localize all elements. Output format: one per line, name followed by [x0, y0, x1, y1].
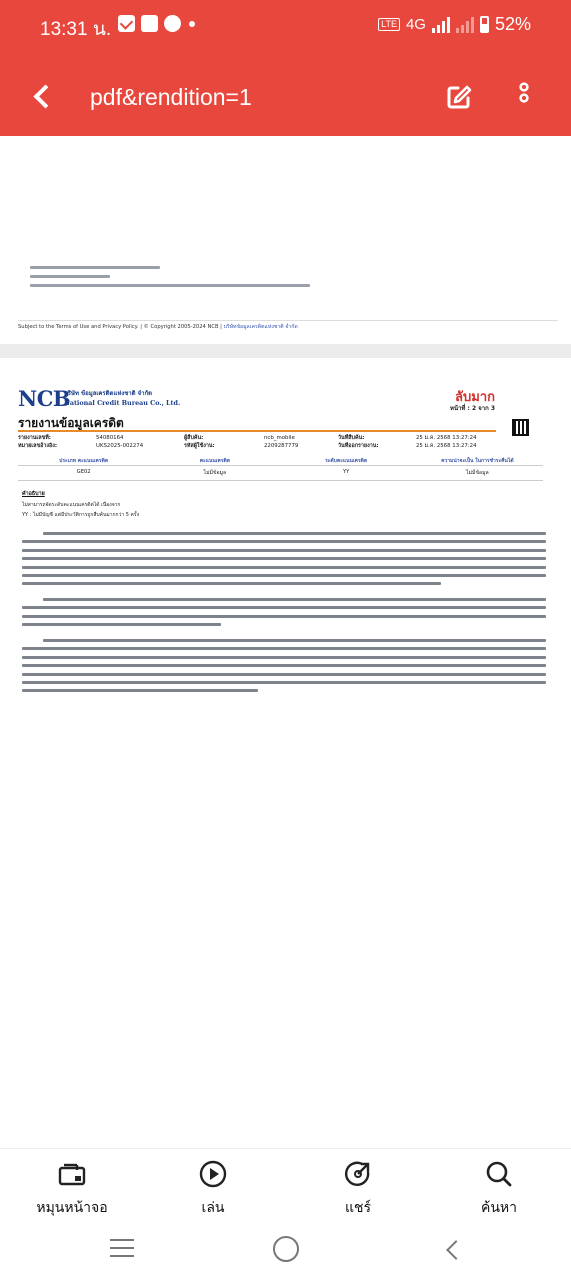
report-meta — [18, 434, 496, 450]
page-number: หน้าที่ : 2 จาก 3 — [449, 405, 495, 412]
explanation-title: คำอธิบาย — [22, 491, 45, 497]
meta-label: รหัสผู้ใช้งาน: — [184, 443, 215, 449]
status-right — [378, 14, 531, 35]
meta-value: ncb_mobile — [264, 435, 295, 441]
summary-value-cell: ไม่มีข้อมูล — [466, 470, 489, 476]
notification-icons — [118, 15, 195, 32]
summary-header-cell: ระดับคะแนนเครดิต — [325, 458, 368, 464]
search-label: ค้นหา — [480, 1200, 518, 1216]
top-header — [0, 0, 571, 136]
mail-icon — [118, 15, 135, 32]
play-label: เล่น — [201, 1200, 225, 1216]
search-icon — [439, 1157, 559, 1191]
qr-code-icon — [512, 419, 529, 436]
system-nav-bar — [0, 1220, 571, 1280]
app-bar — [0, 60, 571, 136]
score-summary-values — [18, 469, 543, 477]
disclaimer-paragraph — [22, 532, 546, 591]
page-separator — [0, 344, 571, 358]
meta-row — [18, 442, 496, 450]
rotate-screen-label: หมุนหน้าจอ — [36, 1200, 108, 1216]
meta-label: วันที่สืบค้น: — [338, 435, 365, 441]
more-vert-icon[interactable] — [512, 82, 536, 112]
search-button[interactable] — [439, 1157, 559, 1219]
score-summary-header — [18, 457, 543, 465]
summary-value-cell: YY — [342, 469, 350, 475]
volte-icon: LTE — [378, 18, 400, 31]
pdf-page-2 — [0, 358, 571, 1148]
signal-icon — [432, 17, 450, 33]
home-icon[interactable] — [273, 1236, 299, 1262]
play-button[interactable] — [153, 1157, 273, 1219]
more-notifications-icon — [189, 21, 195, 27]
company-name-th: บริษัท ข้อมูลเครดิตแห่งชาติ จำกัด — [64, 390, 153, 397]
edit-icon[interactable] — [446, 84, 472, 110]
summary-header-cell: ความน่าจะเป็น ในการชำระคืนได้ — [441, 458, 514, 464]
title-divider — [18, 430, 496, 432]
line-icon — [164, 15, 181, 32]
summary-header-cell: คะแนนเครดิต — [199, 458, 231, 464]
back-arrow-icon[interactable] — [28, 82, 58, 112]
signal-2-icon — [456, 17, 474, 33]
disclaimer-paragraph — [22, 598, 546, 632]
status-time: 13:31 น. — [40, 19, 112, 40]
report-title: รายงานข้อมูลเครดิต — [18, 416, 124, 430]
battery-icon — [480, 16, 489, 33]
rotate-screen-icon — [12, 1157, 132, 1191]
summary-value-cell: GE02 — [76, 469, 91, 475]
summary-divider — [18, 465, 543, 466]
explanation-line: ไม่สามารถจัดระดับคะแนนเครดิตได้ เนื่องจาก — [22, 502, 121, 508]
document-title: pdf&rendition=1 — [90, 84, 252, 110]
meta-label: รายงานเลขที่: — [18, 435, 51, 441]
status-bar — [0, 0, 571, 52]
disclaimer-paragraph — [22, 639, 546, 698]
rotate-screen-button[interactable] — [12, 1157, 132, 1219]
meta-label: วันที่ออกรายงาน: — [338, 443, 379, 449]
meta-value: 25 ม.ค. 2568 13:27:24 — [416, 435, 477, 441]
digital-signature-block — [30, 266, 310, 293]
footer-link[interactable]: บริษัทข้อมูลเครดิตแห่งชาติ จำกัด — [223, 324, 298, 330]
footer-divider — [18, 320, 558, 321]
battery-percent: 52% — [494, 14, 531, 34]
summary-value-cell: ไม่มีข้อมูล — [203, 470, 227, 476]
network-type: 4G — [405, 16, 426, 33]
bottom-action-bar — [0, 1148, 571, 1220]
pdf-page-1 — [0, 136, 571, 344]
explanation-line: YY : ไม่มีบัญชี แต่มีประวัติการถูกสืบค้นมากกว่า 5 ครั้ง — [22, 512, 140, 518]
bag-icon — [141, 15, 158, 32]
ncb-logo: NCB — [18, 386, 71, 411]
share-icon — [298, 1157, 418, 1191]
share-label: แชร์ — [344, 1200, 372, 1216]
summary-header-cell: ประเภท คะแนนเครดิต — [59, 458, 109, 464]
footer-text: Subject to the Terms of Use and Privacy Policy. | © Copyright 2005-2024 NCB | — [18, 324, 222, 330]
page-footer — [18, 323, 298, 331]
meta-row — [18, 434, 496, 442]
summary-divider — [18, 480, 543, 481]
meta-value: 25 ม.ค. 2568 13:27:24 — [416, 443, 477, 449]
company-name-en: National Credit Bureau Co., Ltd. — [64, 399, 181, 407]
recent-apps-icon[interactable] — [110, 1239, 134, 1259]
meta-value: 54080164 — [96, 435, 124, 441]
confidential-label: ลับมาก — [455, 390, 495, 405]
share-button[interactable] — [298, 1157, 418, 1219]
meta-label: หมายเลขอ้างอิง: — [18, 443, 58, 449]
meta-value: 2209287779 — [264, 443, 299, 449]
nav-back-icon[interactable] — [444, 1240, 462, 1258]
play-icon — [153, 1157, 273, 1191]
meta-label: ผู้สืบค้น: — [184, 435, 204, 441]
meta-value: UKS2025-002274 — [96, 443, 144, 449]
